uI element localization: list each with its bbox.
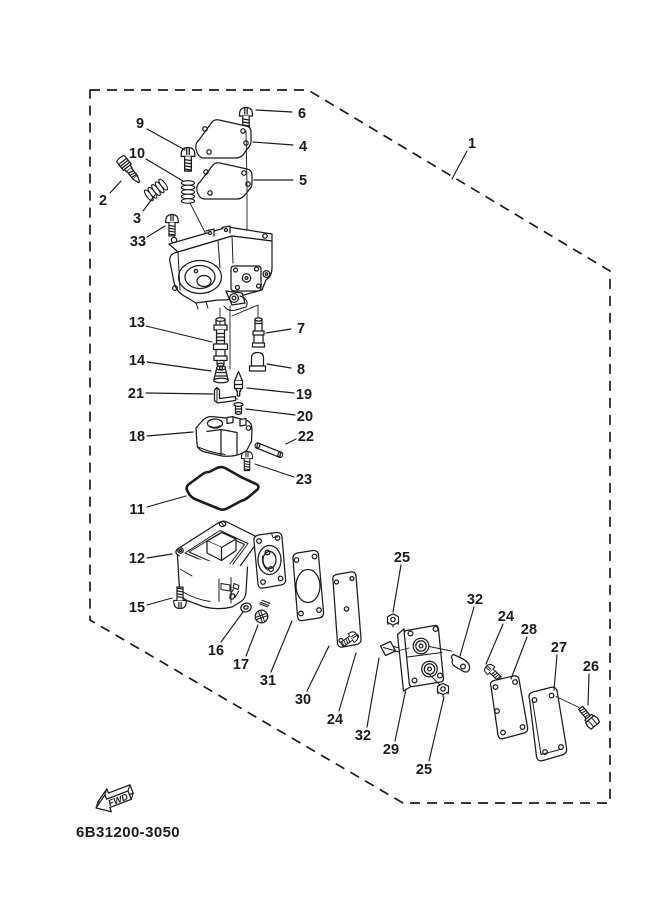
callout-leader-14 bbox=[147, 362, 211, 371]
callout-leader-24 bbox=[339, 653, 356, 711]
callout-label-29: 29 bbox=[382, 742, 400, 758]
callout-label-15: 15 bbox=[128, 600, 146, 616]
callout-leader-2 bbox=[110, 181, 121, 193]
nut-25-bottom bbox=[438, 683, 449, 696]
callout-leader-8 bbox=[267, 364, 291, 368]
callout-label-33: 33 bbox=[129, 234, 147, 250]
screw-9 bbox=[181, 148, 195, 172]
top-cover-gasket-5 bbox=[197, 163, 252, 199]
callout-label-25: 25 bbox=[415, 762, 433, 778]
callout-label-19: 19 bbox=[295, 387, 313, 403]
valve-clip-20 bbox=[234, 403, 243, 415]
callout-leader-16 bbox=[221, 612, 243, 642]
needle-valve-19 bbox=[235, 372, 243, 397]
callout-leader-29 bbox=[395, 689, 406, 741]
callout-label-3: 3 bbox=[132, 211, 142, 227]
callout-label-32: 32 bbox=[466, 592, 484, 608]
callout-leader-21 bbox=[146, 393, 213, 394]
callout-label-32: 32 bbox=[354, 728, 372, 744]
callout-leader-23 bbox=[255, 464, 294, 477]
callout-label-18: 18 bbox=[128, 429, 146, 445]
callout-label-28: 28 bbox=[520, 622, 538, 638]
callout-leader-32 bbox=[367, 658, 379, 727]
pump-gasket-28 bbox=[490, 676, 527, 739]
callout-leader-6 bbox=[256, 110, 292, 112]
callout-leader-30 bbox=[307, 646, 329, 691]
screw-33 bbox=[166, 214, 178, 235]
callout-leader-11 bbox=[147, 496, 186, 507]
washer-16 bbox=[240, 602, 253, 613]
callout-leader-32 bbox=[460, 607, 474, 656]
pump-cover-27 bbox=[529, 687, 567, 761]
callout-label-6: 6 bbox=[297, 106, 307, 122]
pilot-jet-7 bbox=[253, 318, 265, 347]
callout-label-23: 23 bbox=[295, 472, 313, 488]
callout-label-22: 22 bbox=[297, 429, 315, 445]
fwd-label: FWD bbox=[106, 791, 130, 809]
callout-label-31: 31 bbox=[259, 673, 277, 689]
callout-leader-7 bbox=[266, 329, 291, 333]
callout-layer bbox=[99, 106, 599, 778]
screw-17 bbox=[250, 598, 275, 624]
callout-label-26: 26 bbox=[582, 659, 600, 675]
callout-label-11: 11 bbox=[129, 502, 145, 518]
callout-label-24: 24 bbox=[326, 712, 344, 728]
callout-label-21: 21 bbox=[127, 386, 145, 402]
fwd-arrow-icon bbox=[91, 781, 137, 817]
callout-leader-25 bbox=[429, 697, 444, 761]
callout-label-25: 25 bbox=[393, 550, 411, 566]
callout-label-10: 10 bbox=[128, 146, 146, 162]
callout-leader-19 bbox=[247, 388, 294, 393]
callout-leader-20 bbox=[246, 409, 295, 415]
part-number: 6B31200-3050 bbox=[76, 824, 181, 841]
spring-10 bbox=[181, 181, 194, 204]
pump-mount-flange bbox=[254, 532, 286, 588]
callout-leader-24 bbox=[486, 624, 503, 664]
callout-leader-28 bbox=[511, 637, 527, 679]
top-cover-4 bbox=[196, 120, 251, 158]
callout-label-27: 27 bbox=[550, 640, 568, 656]
main-jet-13 bbox=[214, 318, 228, 367]
callout-label-24: 24 bbox=[497, 609, 515, 625]
callout-leader-22 bbox=[286, 439, 296, 444]
callout-label-13: 13 bbox=[128, 315, 146, 331]
callout-label-1: 1 bbox=[467, 136, 477, 152]
callout-leader-27 bbox=[554, 655, 557, 690]
callout-label-8: 8 bbox=[296, 362, 306, 378]
callout-label-2: 2 bbox=[98, 193, 108, 209]
screw-23 bbox=[241, 451, 252, 470]
float-pin-22 bbox=[254, 442, 283, 458]
callout-leader-31 bbox=[271, 621, 292, 672]
check-valve-32-right bbox=[451, 655, 469, 673]
float-18 bbox=[196, 417, 252, 457]
callout-leader-33 bbox=[147, 226, 165, 237]
callout-label-12: 12 bbox=[128, 551, 146, 567]
callout-leader-4 bbox=[253, 142, 293, 145]
callout-label-4: 4 bbox=[298, 139, 308, 155]
float-bowl-12 bbox=[176, 521, 258, 609]
plug-8 bbox=[250, 353, 266, 372]
callout-leader-9 bbox=[147, 129, 185, 150]
bowl-gasket-11 bbox=[187, 467, 259, 510]
callout-leader-18 bbox=[147, 432, 193, 436]
callout-leader-17 bbox=[246, 625, 258, 656]
callout-leader-10 bbox=[146, 159, 183, 181]
callout-leader-26 bbox=[588, 674, 589, 705]
callout-leader-25 bbox=[393, 565, 401, 612]
float-arm-21 bbox=[215, 388, 239, 404]
callout-label-5: 5 bbox=[298, 173, 308, 189]
callout-label-7: 7 bbox=[296, 321, 306, 337]
callout-leader-1 bbox=[452, 151, 467, 179]
pump-gasket-31 bbox=[293, 550, 324, 620]
callout-label-30: 30 bbox=[294, 692, 312, 708]
callout-label-17: 17 bbox=[232, 657, 250, 673]
nut-25-top bbox=[388, 614, 399, 627]
callout-leader-13 bbox=[146, 326, 212, 342]
plug-14 bbox=[214, 366, 229, 383]
callout-label-14: 14 bbox=[128, 353, 146, 369]
callout-label-20: 20 bbox=[296, 409, 314, 425]
callout-leader-12 bbox=[147, 554, 172, 558]
callout-leader-15 bbox=[147, 598, 172, 605]
spring-3 bbox=[143, 178, 169, 202]
callout-label-9: 9 bbox=[135, 116, 145, 132]
callout-label-16: 16 bbox=[207, 643, 225, 659]
carburetor-body bbox=[169, 226, 272, 311]
